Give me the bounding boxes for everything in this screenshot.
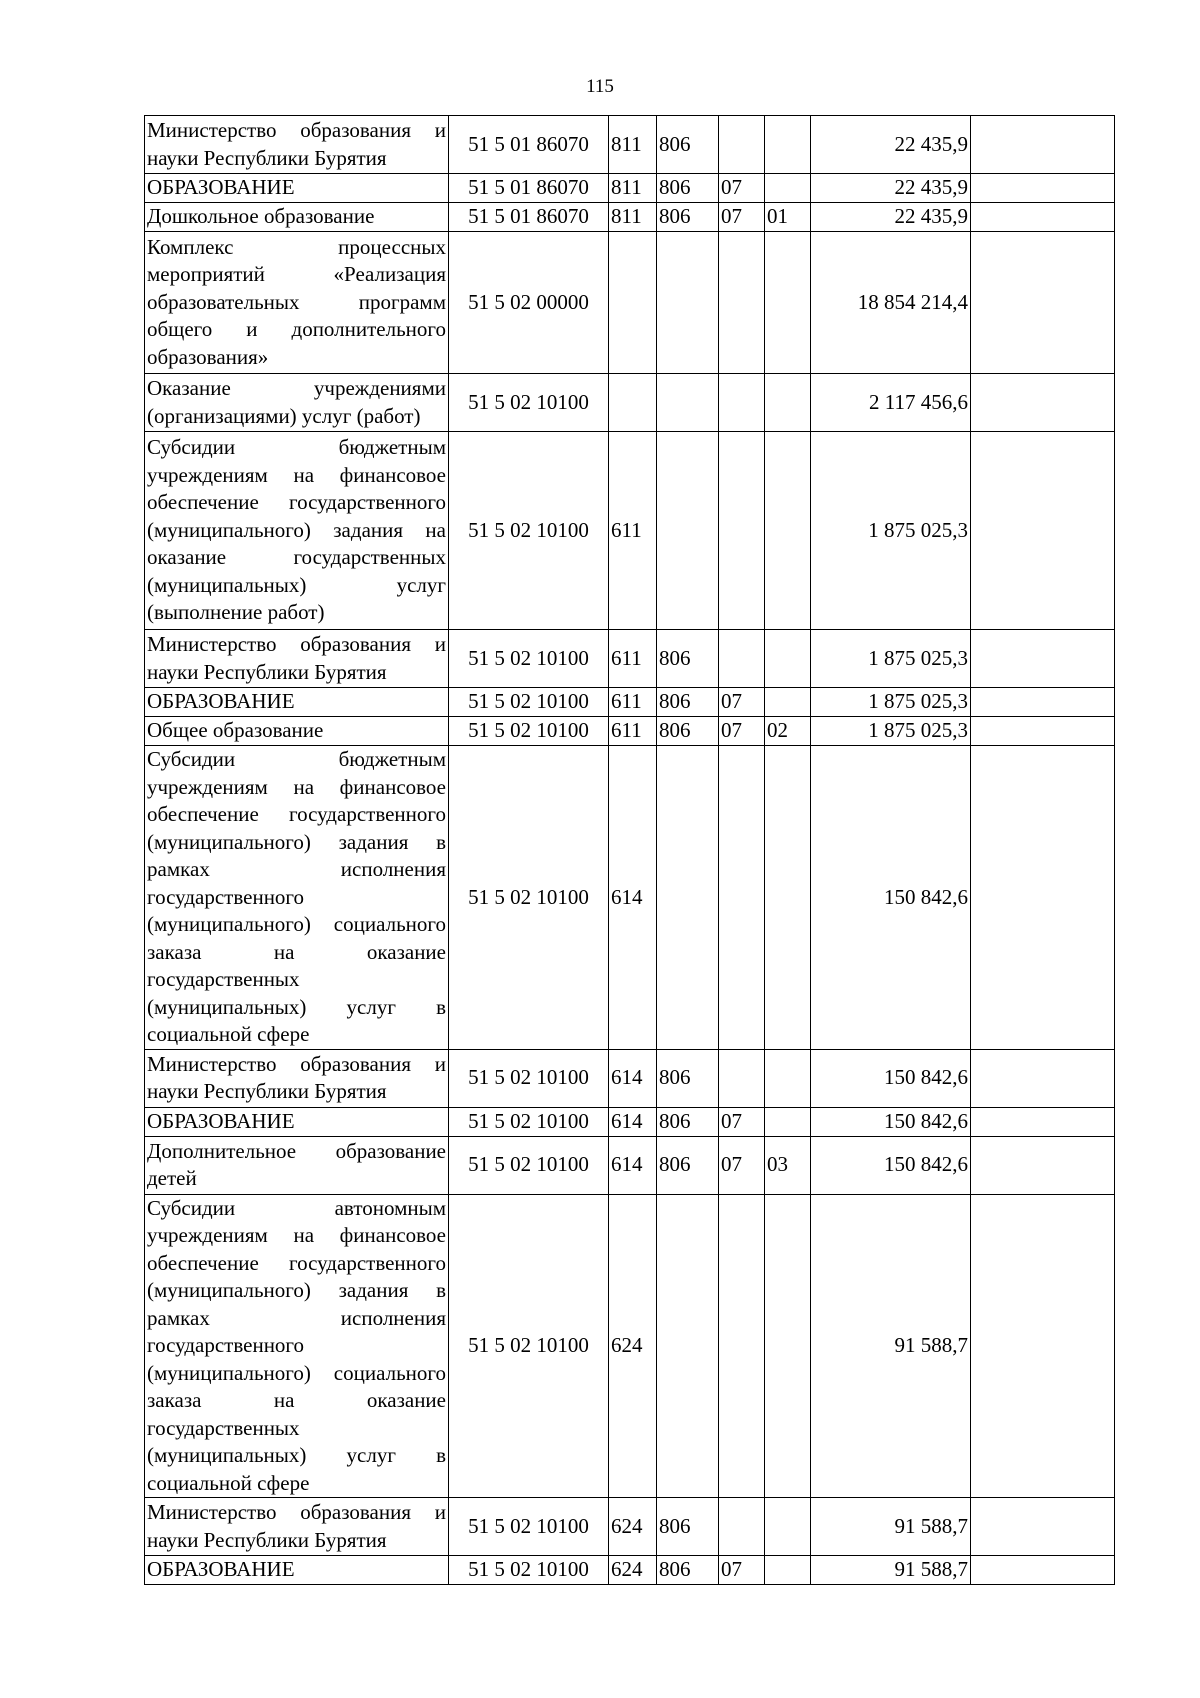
row-subsection: 02 — [765, 717, 811, 746]
table-row — [145, 203, 1115, 232]
table-row — [145, 1136, 1115, 1194]
row-subsection — [765, 374, 811, 432]
row-subsection — [765, 116, 811, 174]
row-section — [719, 1194, 765, 1498]
row-name: Министерство образования и науки Республики Бурятия — [145, 630, 449, 688]
row-target-code: 51 5 02 10100 — [449, 1136, 609, 1194]
row-amount: 1 875 025,3 — [811, 688, 971, 717]
row-section — [719, 1498, 765, 1556]
row-administrator-code: 806 — [657, 630, 719, 688]
row-extra-cell — [971, 374, 1115, 432]
row-expense-type: 624 — [609, 1556, 657, 1585]
row-expense-type — [609, 374, 657, 432]
budget-table — [144, 115, 1115, 1585]
row-administrator-code: 806 — [657, 1049, 719, 1107]
row-extra-cell — [971, 174, 1115, 203]
row-expense-type: 614 — [609, 1049, 657, 1107]
row-expense-type: 611 — [609, 688, 657, 717]
row-extra-cell — [971, 432, 1115, 630]
row-amount: 2 117 456,6 — [811, 374, 971, 432]
row-extra-cell — [971, 1194, 1115, 1498]
row-target-code: 51 5 02 10100 — [449, 1556, 609, 1585]
row-section: 07 — [719, 688, 765, 717]
page-number: 115 — [586, 76, 614, 97]
row-administrator-code — [657, 432, 719, 630]
row-section: 07 — [719, 1107, 765, 1136]
row-extra-cell — [971, 1049, 1115, 1107]
row-target-code: 51 5 01 86070 — [449, 116, 609, 174]
row-name: Министерство образования и науки Республики Бурятия — [145, 1049, 449, 1107]
row-section: 07 — [719, 717, 765, 746]
row-expense-type: 614 — [609, 1107, 657, 1136]
table-row — [145, 1194, 1115, 1498]
row-amount: 22 435,9 — [811, 174, 971, 203]
row-amount: 18 854 214,4 — [811, 232, 971, 374]
row-name: ОБРАЗОВАНИЕ — [145, 1107, 449, 1136]
row-administrator-code: 806 — [657, 1136, 719, 1194]
row-extra-cell — [971, 116, 1115, 174]
row-subsection — [765, 1556, 811, 1585]
table-row — [145, 116, 1115, 174]
row-amount: 150 842,6 — [811, 1107, 971, 1136]
row-expense-type: 811 — [609, 203, 657, 232]
table-row — [145, 174, 1115, 203]
table-row — [145, 717, 1115, 746]
row-section: 07 — [719, 203, 765, 232]
row-extra-cell — [971, 1498, 1115, 1556]
row-administrator-code: 806 — [657, 116, 719, 174]
table-row — [145, 232, 1115, 374]
row-extra-cell — [971, 203, 1115, 232]
row-expense-type: 614 — [609, 1136, 657, 1194]
row-extra-cell — [971, 630, 1115, 688]
row-amount: 22 435,9 — [811, 116, 971, 174]
row-name: ОБРАЗОВАНИЕ — [145, 688, 449, 717]
row-expense-type — [609, 232, 657, 374]
row-name: Комплекс процессных мероприятий «Реализация образовательных программ общего и дополнительного образования» — [145, 232, 449, 374]
row-name: Министерство образования и науки Республики Бурятия — [145, 1498, 449, 1556]
table-row — [145, 688, 1115, 717]
row-name: Субсидии бюджетным учреждениям на финансовое обеспечение государственного (муниципального) задания в рамках исполнения государственного (муниципального) социального заказа на оказание государственных (муниципальных) услуг в социальной сфере — [145, 746, 449, 1050]
row-administrator-code: 806 — [657, 203, 719, 232]
row-subsection — [765, 1049, 811, 1107]
row-extra-cell — [971, 688, 1115, 717]
row-extra-cell — [971, 1107, 1115, 1136]
row-target-code: 51 5 02 10100 — [449, 688, 609, 717]
row-name: Дополнительное образование детей — [145, 1136, 449, 1194]
row-target-code: 51 5 02 10100 — [449, 630, 609, 688]
row-expense-type: 811 — [609, 116, 657, 174]
row-amount: 1 875 025,3 — [811, 630, 971, 688]
row-administrator-code: 806 — [657, 1498, 719, 1556]
table-row — [145, 1107, 1115, 1136]
row-subsection — [765, 1498, 811, 1556]
row-section: 07 — [719, 1136, 765, 1194]
row-target-code: 51 5 02 10100 — [449, 1194, 609, 1498]
row-target-code: 51 5 02 10100 — [449, 746, 609, 1050]
row-administrator-code: 806 — [657, 1556, 719, 1585]
row-target-code: 51 5 02 00000 — [449, 232, 609, 374]
row-target-code: 51 5 02 10100 — [449, 432, 609, 630]
row-extra-cell — [971, 717, 1115, 746]
row-section — [719, 232, 765, 374]
row-expense-type: 611 — [609, 630, 657, 688]
row-administrator-code: 806 — [657, 688, 719, 717]
table-row — [145, 630, 1115, 688]
row-subsection — [765, 688, 811, 717]
row-expense-type: 611 — [609, 717, 657, 746]
row-name: Дошкольное образование — [145, 203, 449, 232]
row-subsection — [765, 746, 811, 1050]
row-administrator-code: 806 — [657, 1107, 719, 1136]
row-amount: 91 588,7 — [811, 1556, 971, 1585]
row-extra-cell — [971, 1136, 1115, 1194]
table-row — [145, 1498, 1115, 1556]
row-amount: 150 842,6 — [811, 746, 971, 1050]
row-administrator-code — [657, 746, 719, 1050]
row-administrator-code — [657, 232, 719, 374]
row-section — [719, 432, 765, 630]
row-expense-type: 624 — [609, 1194, 657, 1498]
row-name: Министерство образования и науки Республики Бурятия — [145, 116, 449, 174]
row-expense-type: 614 — [609, 746, 657, 1050]
row-subsection: 01 — [765, 203, 811, 232]
row-administrator-code — [657, 1194, 719, 1498]
row-section — [719, 630, 765, 688]
table-row — [145, 1556, 1115, 1585]
row-target-code: 51 5 02 10100 — [449, 1498, 609, 1556]
row-expense-type: 611 — [609, 432, 657, 630]
row-section: 07 — [719, 1556, 765, 1585]
row-name: Субсидии автономным учреждениям на финансовое обеспечение государственного (муниципального) задания в рамках исполнения государственного (муниципального) социального заказа на оказание государственных (муниципальных) услуг в социальной сфере — [145, 1194, 449, 1498]
row-target-code: 51 5 02 10100 — [449, 1049, 609, 1107]
row-target-code: 51 5 02 10100 — [449, 374, 609, 432]
row-amount: 1 875 025,3 — [811, 717, 971, 746]
row-target-code: 51 5 01 86070 — [449, 203, 609, 232]
row-amount: 22 435,9 — [811, 203, 971, 232]
row-target-code: 51 5 01 86070 — [449, 174, 609, 203]
row-administrator-code: 806 — [657, 174, 719, 203]
row-section — [719, 116, 765, 174]
row-administrator-code — [657, 374, 719, 432]
row-amount: 1 875 025,3 — [811, 432, 971, 630]
row-name: ОБРАЗОВАНИЕ — [145, 174, 449, 203]
row-name: Общее образование — [145, 717, 449, 746]
row-amount: 150 842,6 — [811, 1049, 971, 1107]
row-target-code: 51 5 02 10100 — [449, 717, 609, 746]
row-extra-cell — [971, 232, 1115, 374]
row-name: Субсидии бюджетным учреждениям на финансовое обеспечение государственного (муниципального) задания на оказание государственных (муниципальных) услуг (выполнение работ) — [145, 432, 449, 630]
row-subsection: 03 — [765, 1136, 811, 1194]
row-target-code: 51 5 02 10100 — [449, 1107, 609, 1136]
row-subsection — [765, 630, 811, 688]
row-subsection — [765, 432, 811, 630]
row-extra-cell — [971, 746, 1115, 1050]
row-section — [719, 1049, 765, 1107]
row-section — [719, 746, 765, 1050]
row-name: Оказание учреждениями (организациями) услуг (работ) — [145, 374, 449, 432]
row-extra-cell — [971, 1556, 1115, 1585]
row-section — [719, 374, 765, 432]
row-subsection — [765, 1107, 811, 1136]
row-amount: 91 588,7 — [811, 1194, 971, 1498]
row-subsection — [765, 232, 811, 374]
row-section: 07 — [719, 174, 765, 203]
table-row — [145, 1049, 1115, 1107]
row-name: ОБРАЗОВАНИЕ — [145, 1556, 449, 1585]
table-row — [145, 374, 1115, 432]
row-amount: 91 588,7 — [811, 1498, 971, 1556]
table-row — [145, 432, 1115, 630]
row-administrator-code: 806 — [657, 717, 719, 746]
row-expense-type: 811 — [609, 174, 657, 203]
row-subsection — [765, 1194, 811, 1498]
table-row — [145, 746, 1115, 1050]
row-amount: 150 842,6 — [811, 1136, 971, 1194]
row-expense-type: 624 — [609, 1498, 657, 1556]
row-subsection — [765, 174, 811, 203]
